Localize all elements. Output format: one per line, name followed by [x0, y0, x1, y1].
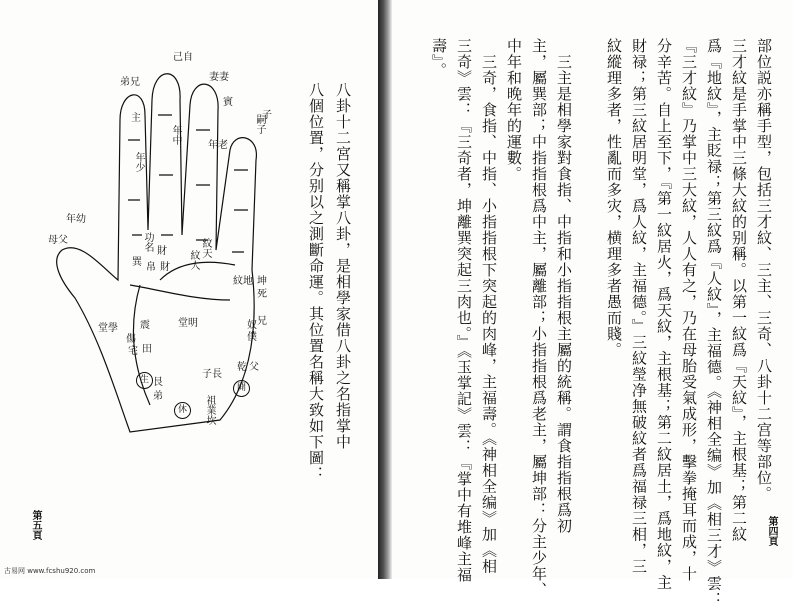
label-house: 宅 — [128, 346, 138, 357]
palm-diagram — [20, 60, 320, 440]
circle-life: 生 — [136, 372, 153, 389]
left-page-number: 第五頁 — [30, 510, 41, 540]
left-page — [0, 0, 378, 579]
label-silk: 帛 — [146, 262, 156, 273]
right-page-number: 第四頁 — [766, 516, 777, 546]
label-old-age: 年老 — [208, 140, 228, 151]
right-text-column-1: 部位説亦稱手型，包括三才紋、三主、三奇、八卦十二宫等部位。 — [755, 38, 773, 502]
label-zhen: 震 — [140, 320, 150, 331]
circle-open: 開 — [233, 380, 250, 397]
right-text-column-8: 三主是相學家對食指、中指和小指指根主屬的統稱。謂食指指根爲初 — [555, 54, 573, 534]
label-study-hall: 堂學 — [98, 323, 118, 334]
right-page — [392, 0, 793, 608]
label-field: 田 — [142, 344, 152, 355]
label-parents: 母父 — [48, 235, 68, 246]
label-guest: 賓 — [223, 97, 233, 108]
label-death: 死 — [257, 289, 267, 300]
right-text-column-3: 爲『地紋』，主貶禄；第三紋爲『人紋』，主福德。《神相全编》加《相三才》雲： — [705, 38, 723, 608]
right-text-column-7: 紋縱理多者，性亂而多灾，横理多者愚而賤。 — [605, 38, 623, 358]
right-text-column-2: 三才紋是手掌中三條大紋的别稱。以第一紋爲『天紋』，主根基；第二紋 — [730, 38, 748, 543]
book-spine — [378, 0, 392, 579]
right-text-column-6: 財禄；第三紋居明堂，爲人紋，主福德。』三紋瑩净無破紋者爲福禄三相，三 — [630, 38, 648, 575]
circle-rest: 休 — [174, 402, 191, 419]
label-brother: 兄 — [257, 316, 267, 327]
label-human-line: 紋人 — [188, 250, 199, 270]
label-father: 父 — [249, 362, 259, 373]
right-text-column-9: 主，屬巽部；中指指根爲中主，屬離部；小指指根爲老主，屬坤部：分主少年、 — [530, 38, 548, 598]
site-watermark: 古易网 www.fcshu920.com — [4, 567, 96, 575]
label-slave: 奴 — [247, 320, 257, 331]
left-text-column-2: 八個位置，分别以之測斷命運。其位置名稱大致如下圖： — [307, 82, 325, 482]
label-middle-age: 年中 — [170, 125, 181, 145]
right-text-column-11: 三奇，食指、中指、小指指根下突起的肉峰，主福壽。《神相全编》加《相 — [480, 54, 498, 575]
right-text-column-4: 『三才紋』乃掌中三大紋，人人有之，乃在母胎受氣成形，擊拳掩耳而成，十 — [680, 38, 698, 582]
label-youth: 年幼 — [66, 214, 86, 225]
label-heir: 嗣子 — [254, 114, 265, 134]
label-gen: 艮 — [153, 377, 163, 388]
label-child: 子 — [262, 110, 272, 121]
label-earth-line: 紋地 — [233, 276, 253, 287]
label-self: 己自 — [173, 52, 193, 63]
label-ancestral-kan: 祖業坎 — [204, 395, 215, 425]
right-text-column-10: 中年和晚年的運數。 — [505, 38, 523, 182]
label-brothers: 弟兄 — [120, 77, 140, 88]
label-eldest-son: 子長 — [202, 369, 222, 380]
label-injury: 傷 — [126, 334, 136, 345]
label-young-age: 年少 — [133, 152, 144, 172]
label-heaven-line: 紋天 — [200, 238, 211, 258]
label-servant: 僕 — [247, 332, 257, 343]
label-lord: 主 — [131, 113, 141, 124]
right-text-column-5: 分辛苦。自上至下，『第一紋居火，爲天紋，主根基；第二紋居土，爲地紋，主 — [655, 38, 673, 591]
label-bright-hall: 堂明 — [178, 318, 198, 329]
label-wife: 妻妻 — [209, 72, 229, 83]
label-kun: 坤 — [257, 276, 267, 287]
label-wealth-2: 財 — [160, 262, 170, 273]
right-text-column-12: 三奇》雲：『三奇者，坤離巽突起三肉也。』《玉掌記》雲：『掌中有堆峰主福 — [455, 38, 473, 583]
left-text-column-1: 八卦十二宮又稱掌八卦，是相學家借八卦之名指掌中 — [334, 82, 352, 450]
label-qian: 乾 — [237, 362, 247, 373]
label-xun: 巽 — [132, 257, 142, 268]
right-text-column-13: 壽』。 — [430, 38, 448, 79]
label-fame: 功名 — [142, 232, 153, 252]
label-wealth: 財 — [157, 246, 167, 257]
label-younger-brother: 弟 — [153, 391, 163, 402]
